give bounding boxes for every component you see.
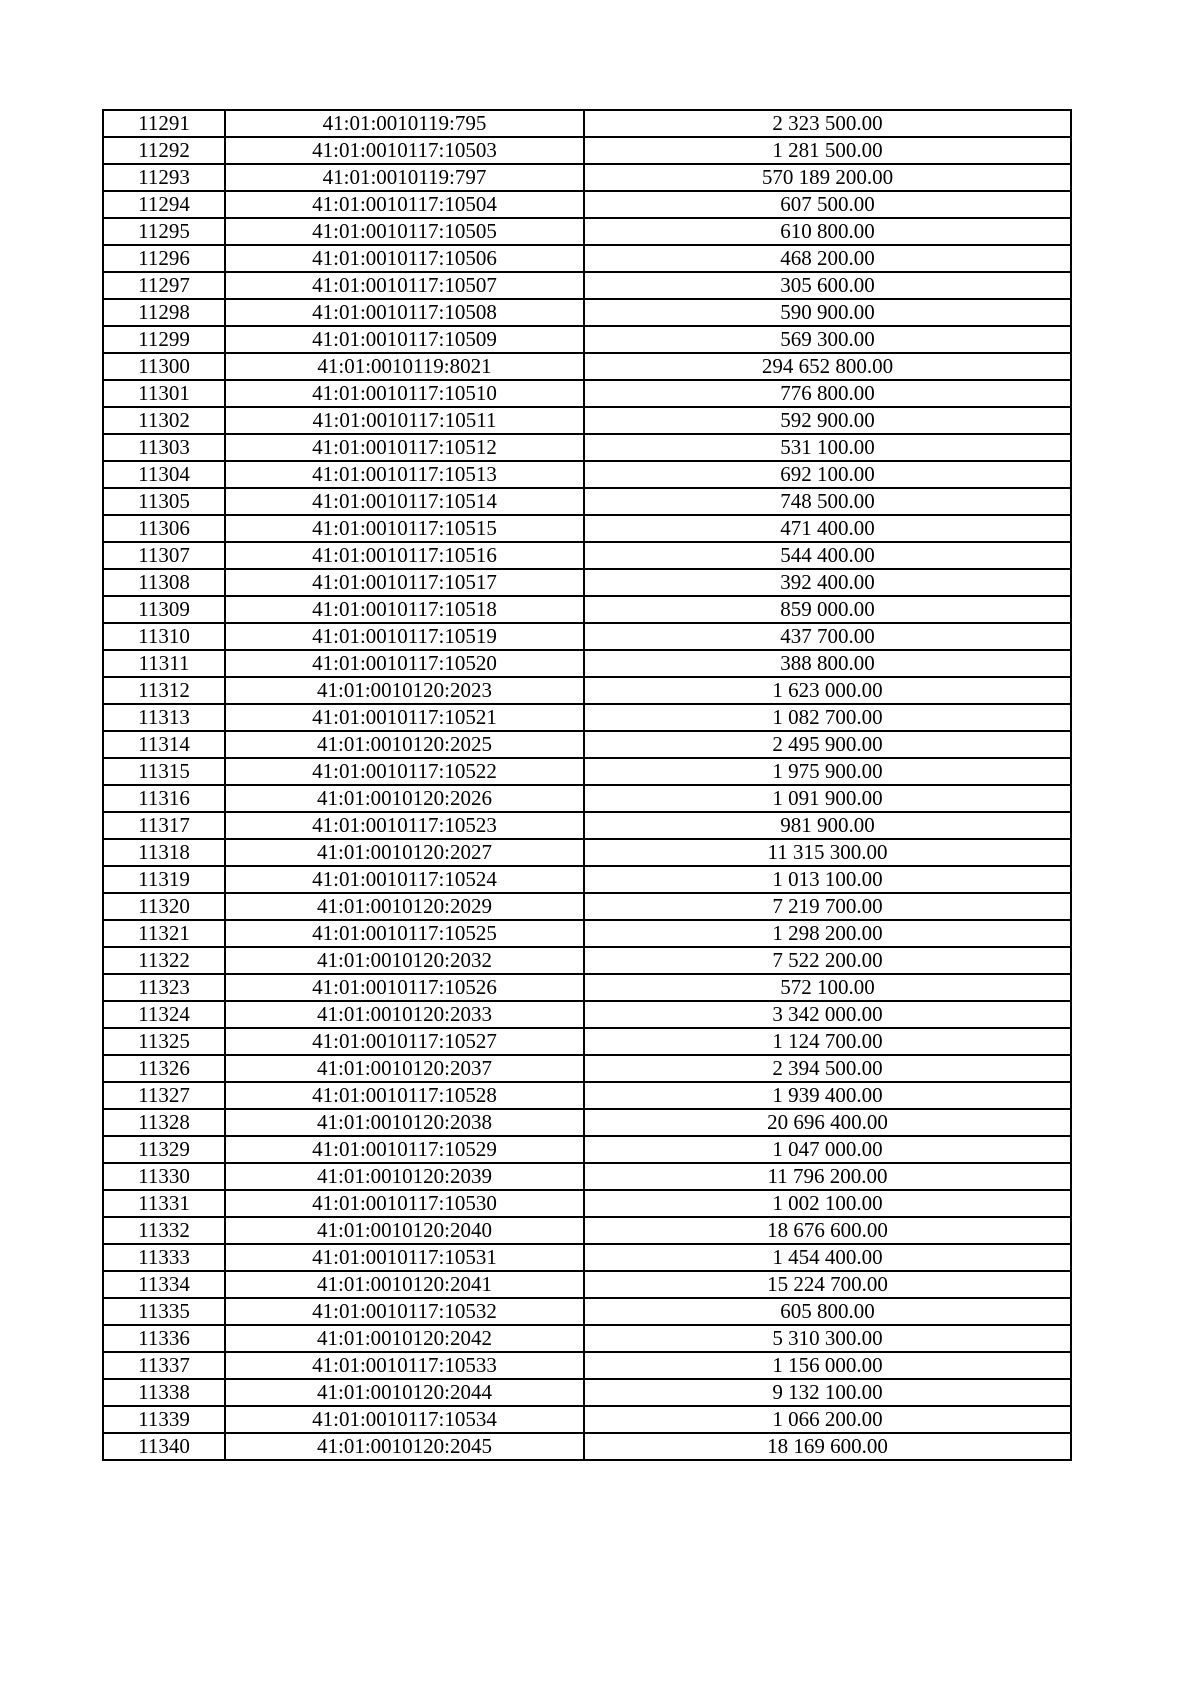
table-row	[103, 1217, 1071, 1244]
cadastral-number-cell: 41:01:0010117:10505	[225, 218, 584, 245]
row-number-cell: 11300	[103, 353, 225, 380]
table-row	[103, 407, 1071, 434]
cadastral-value-cell: 18 169 600.00	[584, 1433, 1071, 1460]
row-number-cell: 11299	[103, 326, 225, 353]
row-number-cell: 11301	[103, 380, 225, 407]
row-number-cell: 11306	[103, 515, 225, 542]
cadastral-number-cell: 41:01:0010117:10516	[225, 542, 584, 569]
cadastral-value-cell: 776 800.00	[584, 380, 1071, 407]
cadastral-number-cell: 41:01:0010117:10520	[225, 650, 584, 677]
table-row	[103, 920, 1071, 947]
row-number-cell: 11296	[103, 245, 225, 272]
cadastral-value-cell: 1 623 000.00	[584, 677, 1071, 704]
cadastral-number-cell: 41:01:0010117:10533	[225, 1352, 584, 1379]
row-number-cell: 11327	[103, 1082, 225, 1109]
row-number-cell: 11293	[103, 164, 225, 191]
cadastral-number-cell: 41:01:0010120:2045	[225, 1433, 584, 1460]
cadastral-number-cell: 41:01:0010120:2041	[225, 1271, 584, 1298]
table-row	[103, 650, 1071, 677]
cadastral-number-cell: 41:01:0010117:10525	[225, 920, 584, 947]
cadastral-value-cell: 1 939 400.00	[584, 1082, 1071, 1109]
row-number-cell: 11310	[103, 623, 225, 650]
cadastral-value-cell: 607 500.00	[584, 191, 1071, 218]
row-number-cell: 11292	[103, 137, 225, 164]
row-number-cell: 11312	[103, 677, 225, 704]
cadastral-number-cell: 41:01:0010120:2029	[225, 893, 584, 920]
table-row	[103, 1379, 1071, 1406]
cadastral-number-cell: 41:01:0010117:10506	[225, 245, 584, 272]
cadastral-number-cell: 41:01:0010117:10517	[225, 569, 584, 596]
cadastral-value-cell: 305 600.00	[584, 272, 1071, 299]
table-row	[103, 1406, 1071, 1433]
table-row	[103, 191, 1071, 218]
cadastral-number-cell: 41:01:0010120:2026	[225, 785, 584, 812]
cadastral-value-cell: 570 189 200.00	[584, 164, 1071, 191]
row-number-cell: 11298	[103, 299, 225, 326]
table-row	[103, 596, 1071, 623]
table-row	[103, 461, 1071, 488]
cadastral-value-cell: 692 100.00	[584, 461, 1071, 488]
cadastral-number-cell: 41:01:0010120:2023	[225, 677, 584, 704]
row-number-cell: 11324	[103, 1001, 225, 1028]
cadastral-number-cell: 41:01:0010119:8021	[225, 353, 584, 380]
row-number-cell: 11328	[103, 1109, 225, 1136]
table-row	[103, 785, 1071, 812]
cadastral-number-cell: 41:01:0010117:10526	[225, 974, 584, 1001]
cadastral-value-cell: 2 394 500.00	[584, 1055, 1071, 1082]
table-row	[103, 731, 1071, 758]
table-row	[103, 1163, 1071, 1190]
cadastral-value-cell: 859 000.00	[584, 596, 1071, 623]
cadastral-value-cell: 2 323 500.00	[584, 110, 1071, 137]
cadastral-number-cell: 41:01:0010117:10530	[225, 1190, 584, 1217]
table-row	[103, 1352, 1071, 1379]
cadastral-number-cell: 41:01:0010120:2032	[225, 947, 584, 974]
cadastral-value-cell: 592 900.00	[584, 407, 1071, 434]
row-number-cell: 11307	[103, 542, 225, 569]
row-number-cell: 11314	[103, 731, 225, 758]
cadastral-value-cell: 437 700.00	[584, 623, 1071, 650]
cadastral-value-cell: 1 975 900.00	[584, 758, 1071, 785]
cadastral-value-cell: 1 013 100.00	[584, 866, 1071, 893]
row-number-cell: 11294	[103, 191, 225, 218]
row-number-cell: 11322	[103, 947, 225, 974]
table-row	[103, 1001, 1071, 1028]
row-number-cell: 11333	[103, 1244, 225, 1271]
table-row	[103, 1244, 1071, 1271]
cadastral-value-cell: 18 676 600.00	[584, 1217, 1071, 1244]
row-number-cell: 11315	[103, 758, 225, 785]
row-number-cell: 11308	[103, 569, 225, 596]
cadastral-value-cell: 471 400.00	[584, 515, 1071, 542]
row-number-cell: 11320	[103, 893, 225, 920]
cadastral-value-cell: 1 066 200.00	[584, 1406, 1071, 1433]
row-number-cell: 11329	[103, 1136, 225, 1163]
cadastral-value-cell: 590 900.00	[584, 299, 1071, 326]
row-number-cell: 11337	[103, 1352, 225, 1379]
row-number-cell: 11311	[103, 650, 225, 677]
cadastral-number-cell: 41:01:0010117:10508	[225, 299, 584, 326]
table-row	[103, 623, 1071, 650]
cadastral-number-cell: 41:01:0010117:10523	[225, 812, 584, 839]
table-row	[103, 893, 1071, 920]
cadastral-number-cell: 41:01:0010117:10521	[225, 704, 584, 731]
row-number-cell: 11295	[103, 218, 225, 245]
cadastral-number-cell: 41:01:0010117:10527	[225, 1028, 584, 1055]
row-number-cell: 11334	[103, 1271, 225, 1298]
cadastral-value-cell: 1 047 000.00	[584, 1136, 1071, 1163]
table-body	[103, 110, 1071, 1460]
cadastral-number-cell: 41:01:0010117:10514	[225, 488, 584, 515]
cadastral-number-cell: 41:01:0010120:2039	[225, 1163, 584, 1190]
cadastral-number-cell: 41:01:0010117:10532	[225, 1298, 584, 1325]
cadastral-number-cell: 41:01:0010120:2040	[225, 1217, 584, 1244]
table-row	[103, 515, 1071, 542]
row-number-cell: 11303	[103, 434, 225, 461]
cadastral-value-cell: 605 800.00	[584, 1298, 1071, 1325]
table-row	[103, 245, 1071, 272]
table-row	[103, 488, 1071, 515]
table-row	[103, 1325, 1071, 1352]
cadastral-number-cell: 41:01:0010117:10510	[225, 380, 584, 407]
row-number-cell: 11317	[103, 812, 225, 839]
cadastral-number-cell: 41:01:0010117:10512	[225, 434, 584, 461]
cadastral-number-cell: 41:01:0010120:2042	[225, 1325, 584, 1352]
table-row	[103, 866, 1071, 893]
table-row	[103, 299, 1071, 326]
cadastral-number-cell: 41:01:0010120:2037	[225, 1055, 584, 1082]
cadastral-number-cell: 41:01:0010117:10511	[225, 407, 584, 434]
table-row	[103, 1109, 1071, 1136]
row-number-cell: 11335	[103, 1298, 225, 1325]
cadastral-number-cell: 41:01:0010119:795	[225, 110, 584, 137]
table-row	[103, 1055, 1071, 1082]
cadastral-value-cell: 20 696 400.00	[584, 1109, 1071, 1136]
row-number-cell: 11338	[103, 1379, 225, 1406]
row-number-cell: 11323	[103, 974, 225, 1001]
cadastral-value-cell: 5 310 300.00	[584, 1325, 1071, 1352]
cadastral-value-cell: 572 100.00	[584, 974, 1071, 1001]
row-number-cell: 11340	[103, 1433, 225, 1460]
table-row	[103, 380, 1071, 407]
cadastral-number-cell: 41:01:0010117:10528	[225, 1082, 584, 1109]
cadastral-value-cell: 1 156 000.00	[584, 1352, 1071, 1379]
cadastral-number-cell: 41:01:0010120:2044	[225, 1379, 584, 1406]
cadastral-number-cell: 41:01:0010119:797	[225, 164, 584, 191]
cadastral-value-cell: 468 200.00	[584, 245, 1071, 272]
row-number-cell: 11331	[103, 1190, 225, 1217]
row-number-cell: 11330	[103, 1163, 225, 1190]
cadastral-value-cell: 11 796 200.00	[584, 1163, 1071, 1190]
cadastral-number-cell: 41:01:0010117:10524	[225, 866, 584, 893]
row-number-cell: 11336	[103, 1325, 225, 1352]
cadastral-value-cell: 1 281 500.00	[584, 137, 1071, 164]
table-row	[103, 434, 1071, 461]
table-row	[103, 326, 1071, 353]
row-number-cell: 11318	[103, 839, 225, 866]
cadastral-value-cell: 610 800.00	[584, 218, 1071, 245]
cadastral-number-cell: 41:01:0010117:10515	[225, 515, 584, 542]
cadastral-value-cell: 9 132 100.00	[584, 1379, 1071, 1406]
cadastral-number-cell: 41:01:0010117:10519	[225, 623, 584, 650]
row-number-cell: 11297	[103, 272, 225, 299]
row-number-cell: 11309	[103, 596, 225, 623]
cadastral-value-cell: 1 298 200.00	[584, 920, 1071, 947]
row-number-cell: 11313	[103, 704, 225, 731]
cadastral-value-cell: 388 800.00	[584, 650, 1071, 677]
table-row	[103, 542, 1071, 569]
cadastral-value-cell: 1 124 700.00	[584, 1028, 1071, 1055]
cadastral-value-cell: 981 900.00	[584, 812, 1071, 839]
cadastral-value-cell: 392 400.00	[584, 569, 1071, 596]
row-number-cell: 11325	[103, 1028, 225, 1055]
table-row	[103, 974, 1071, 1001]
cadastral-number-cell: 41:01:0010120:2025	[225, 731, 584, 758]
table-row	[103, 569, 1071, 596]
row-number-cell: 11326	[103, 1055, 225, 1082]
cadastral-number-cell: 41:01:0010117:10534	[225, 1406, 584, 1433]
cadastral-value-cell: 748 500.00	[584, 488, 1071, 515]
cadastral-value-cell: 1 454 400.00	[584, 1244, 1071, 1271]
cadastral-value-cell: 11 315 300.00	[584, 839, 1071, 866]
row-number-cell: 11316	[103, 785, 225, 812]
cadastral-number-cell: 41:01:0010117:10518	[225, 596, 584, 623]
cadastral-value-cell: 1 091 900.00	[584, 785, 1071, 812]
table-row	[103, 947, 1071, 974]
cadastral-value-cell: 15 224 700.00	[584, 1271, 1071, 1298]
cadastral-number-cell: 41:01:0010117:10503	[225, 137, 584, 164]
table-row	[103, 704, 1071, 731]
table-row	[103, 1082, 1071, 1109]
table-row	[103, 1271, 1071, 1298]
cadastral-value-cell: 531 100.00	[584, 434, 1071, 461]
cadastral-value-cell: 3 342 000.00	[584, 1001, 1071, 1028]
cadastral-number-cell: 41:01:0010117:10509	[225, 326, 584, 353]
cadastral-number-cell: 41:01:0010117:10504	[225, 191, 584, 218]
cadastral-number-cell: 41:01:0010117:10522	[225, 758, 584, 785]
cadastral-value-cell: 7 522 200.00	[584, 947, 1071, 974]
table-row	[103, 272, 1071, 299]
cadastral-number-cell: 41:01:0010117:10529	[225, 1136, 584, 1163]
cadastral-number-cell: 41:01:0010120:2038	[225, 1109, 584, 1136]
cadastral-value-table	[102, 109, 1072, 1461]
row-number-cell: 11339	[103, 1406, 225, 1433]
cadastral-value-cell: 294 652 800.00	[584, 353, 1071, 380]
cadastral-value-cell: 1 082 700.00	[584, 704, 1071, 731]
table-row	[103, 164, 1071, 191]
table-row	[103, 1298, 1071, 1325]
table-row	[103, 758, 1071, 785]
table-row	[103, 137, 1071, 164]
cadastral-number-cell: 41:01:0010120:2033	[225, 1001, 584, 1028]
table-row	[103, 1190, 1071, 1217]
table-row	[103, 1433, 1071, 1460]
cadastral-number-cell: 41:01:0010117:10531	[225, 1244, 584, 1271]
cadastral-number-cell: 41:01:0010120:2027	[225, 839, 584, 866]
row-number-cell: 11304	[103, 461, 225, 488]
row-number-cell: 11305	[103, 488, 225, 515]
cadastral-value-cell: 2 495 900.00	[584, 731, 1071, 758]
cadastral-value-cell: 7 219 700.00	[584, 893, 1071, 920]
cadastral-number-cell: 41:01:0010117:10513	[225, 461, 584, 488]
cadastral-number-cell: 41:01:0010117:10507	[225, 272, 584, 299]
table-row	[103, 1028, 1071, 1055]
table-row	[103, 839, 1071, 866]
row-number-cell: 11332	[103, 1217, 225, 1244]
table-row	[103, 110, 1071, 137]
row-number-cell: 11302	[103, 407, 225, 434]
row-number-cell: 11291	[103, 110, 225, 137]
row-number-cell: 11321	[103, 920, 225, 947]
row-number-cell: 11319	[103, 866, 225, 893]
table-row	[103, 1136, 1071, 1163]
cadastral-value-cell: 544 400.00	[584, 542, 1071, 569]
table-row	[103, 677, 1071, 704]
table-row	[103, 812, 1071, 839]
cadastral-value-cell: 569 300.00	[584, 326, 1071, 353]
table-row	[103, 353, 1071, 380]
table-row	[103, 218, 1071, 245]
cadastral-value-cell: 1 002 100.00	[584, 1190, 1071, 1217]
